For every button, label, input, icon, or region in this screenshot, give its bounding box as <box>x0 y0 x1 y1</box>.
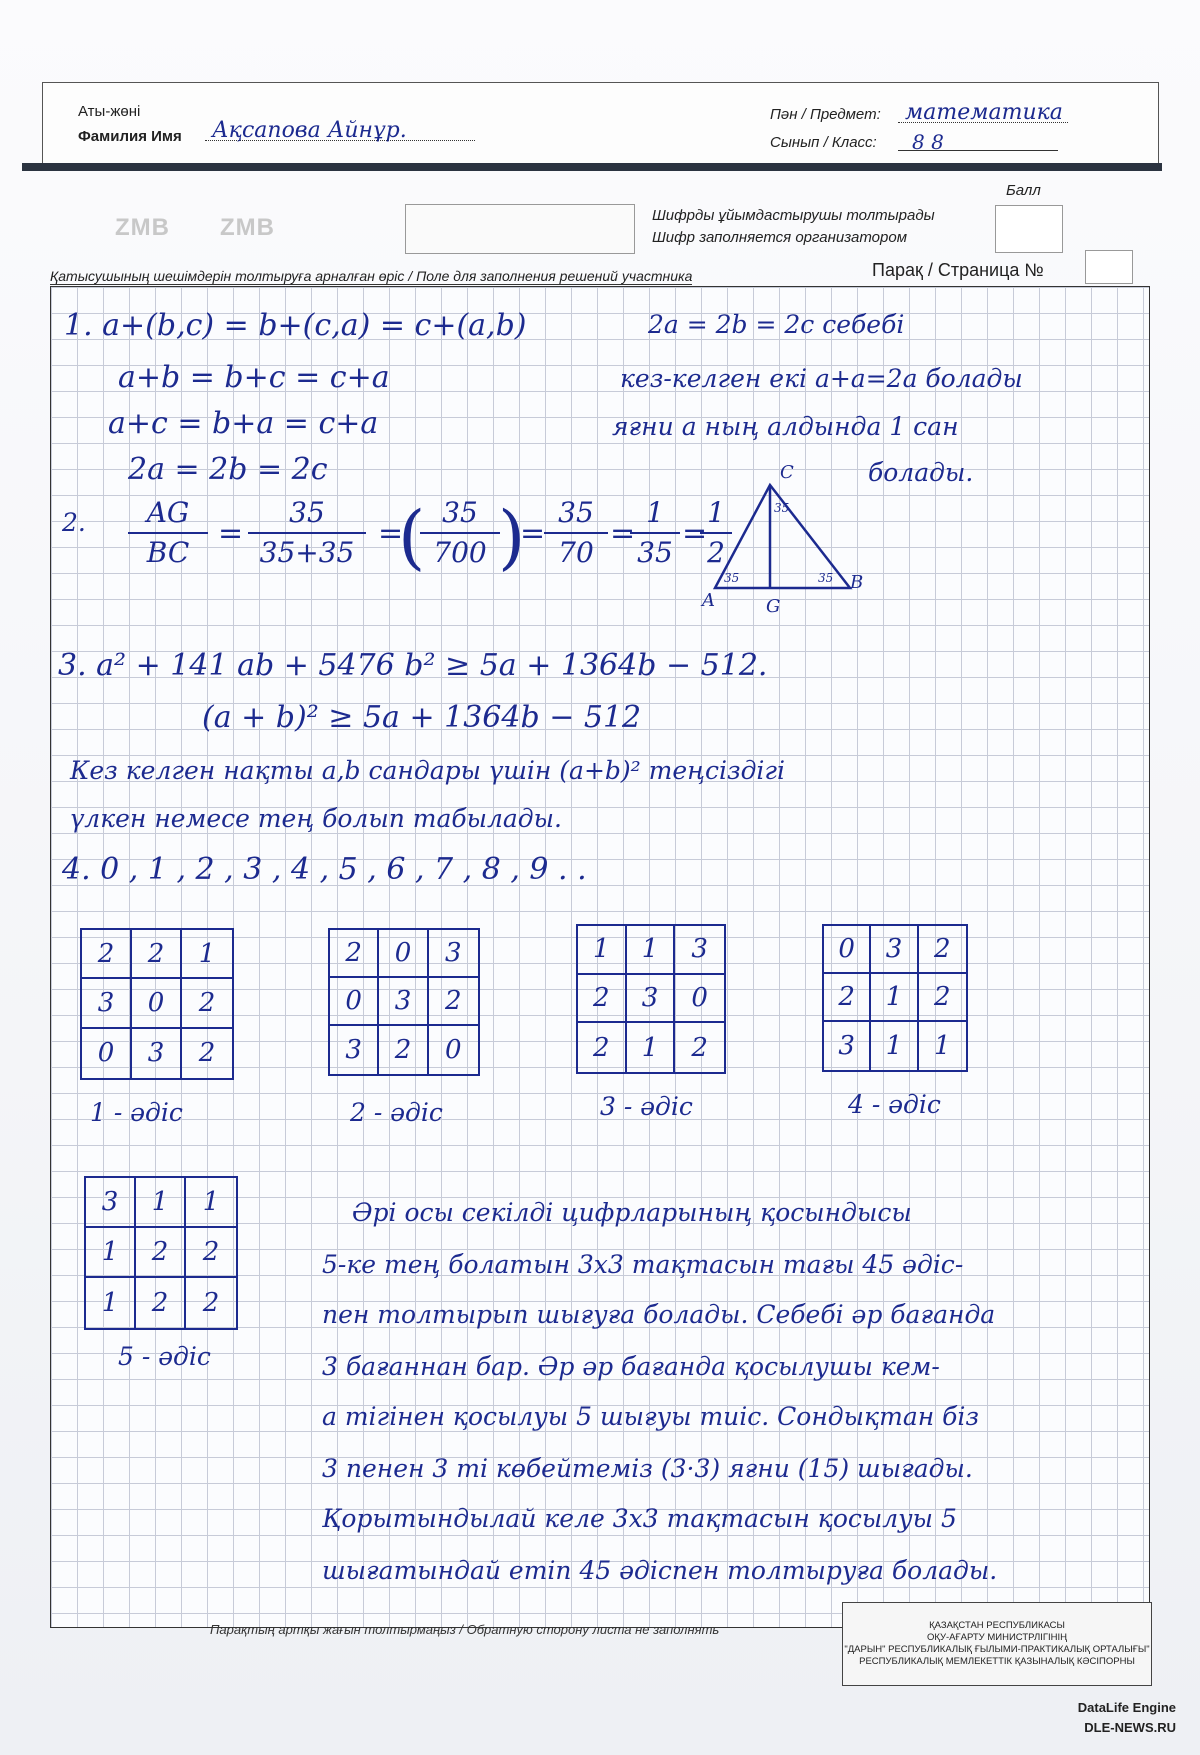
grid-cell: 2 <box>691 1032 708 1063</box>
grid-cell: 1 <box>934 1031 951 1061</box>
grid-method-3 <box>576 924 726 1074</box>
p2-f6-num: 1 <box>707 496 725 529</box>
grid-cell: 0 <box>445 1035 462 1065</box>
grid-caption-2: 2 - әдіс <box>350 1098 443 1127</box>
p2-f4-num: 35 <box>558 496 594 529</box>
para-line-3: пен толтырып шығуға болады. Себебі әр бағанда <box>322 1300 996 1329</box>
grid-cell: 0 <box>82 1029 132 1078</box>
class-value: 8 8 <box>912 130 944 154</box>
grid-cell: 1 <box>136 1178 186 1228</box>
grid-cell: 3 <box>86 1178 136 1228</box>
grid-cell: 1 <box>86 1278 136 1328</box>
grid-cell: 2 <box>578 975 627 1024</box>
grid-cell: 2 <box>429 978 478 1026</box>
grid-method-4 <box>822 924 968 1072</box>
grid-cell: 3 <box>379 978 428 1026</box>
point-g: G <box>766 596 781 617</box>
p1-line2: a+b = b+c = c+a <box>118 360 390 395</box>
p2-eq-4: = <box>610 516 636 551</box>
grid-cell: 0 <box>824 926 871 974</box>
page-label: Парақ / Страница № <box>872 260 1044 280</box>
grid-caption-5: 5 - әдіс <box>118 1342 211 1371</box>
para-line-5: а тігінен қосылуы 5 шығуы тиіс. Сондықтан біз <box>322 1402 980 1431</box>
grid-cell: 2 <box>136 1228 186 1278</box>
grid-cell: 2 <box>186 1228 236 1278</box>
cipher-note-ru: Шифр заполняется организатором <box>652 229 907 246</box>
p2-f5-num: 1 <box>646 496 664 529</box>
grid-cell: 3 <box>82 979 132 1028</box>
cipher-box <box>405 204 635 254</box>
p2-fraction-1 <box>128 494 208 572</box>
grid-cell: 2 <box>136 1278 186 1328</box>
grid-cell: 2 <box>330 930 379 978</box>
grid-caption-3: 3 - әдіс <box>600 1092 693 1121</box>
stamp-line-3: "ДАРЫН" РЕСПУБЛИКАЛЫҚ ҒЫЛЫМИ-ПРАКТИКАЛЫҚ ОРТАЛЫҒЫ" <box>844 1644 1150 1655</box>
grid-cell: 3 <box>871 926 918 974</box>
p2-paren-right: ) <box>498 496 526 578</box>
grid-cell: 1 <box>871 974 918 1022</box>
p2-f5-den: 35 <box>637 536 673 569</box>
name-label-ru: Фамилия Имя <box>78 128 182 145</box>
p1-right1: 2a = 2b = 2c себебі <box>648 310 905 339</box>
p2-fraction-3 <box>420 494 500 572</box>
grid-cell: 3 <box>675 926 724 975</box>
p3-line4: үлкен немесе тең болып табылады. <box>70 804 562 833</box>
grid-cell: 2 <box>919 926 966 974</box>
score-label: Балл <box>1006 182 1041 199</box>
grid-cell: 1 <box>627 1023 676 1072</box>
p2-eq-5: = <box>682 516 708 551</box>
grid-method-5 <box>84 1176 238 1330</box>
para-line-2: 5-ке тең болатын 3x3 тақтасын тағы 45 әдіс- <box>322 1250 964 1279</box>
p1-line4: 2a = 2b = 2c <box>128 452 328 487</box>
p3-line1: 3. a² + 141 ab + 5476 b² ≥ 5a + 1364b − 512. <box>58 648 768 683</box>
grid-cell: 3 <box>429 930 478 978</box>
field-label: Қатысушының шешімдерін толтыруға арналған өріс / Поле для заполнения решений участника <box>50 268 693 284</box>
watermark-line-1: DataLife Engine <box>1077 1700 1176 1715</box>
grid-cell: 2 <box>202 1288 220 1318</box>
vertex-c: C <box>780 462 794 483</box>
p2-f6-den: 2 <box>707 536 725 569</box>
grid-cell: 1 <box>578 926 627 975</box>
para-line-7: Қорытындылай келе 3x3 тақтасын қосылуы 5 <box>322 1504 957 1533</box>
para-line-4: 3 бағаннан бар. Әр әр бағанда қосылушы кем- <box>322 1352 940 1381</box>
header-divider <box>22 163 1162 171</box>
grid-cell: 1 <box>182 930 232 979</box>
triangle-diagram <box>700 460 880 620</box>
ministry-stamp <box>842 1602 1152 1686</box>
grid-caption-1: 1 - әдіс <box>90 1098 183 1127</box>
p2-number: 2. <box>62 508 86 537</box>
vertex-b: B <box>850 572 864 593</box>
grid-cell: 2 <box>82 930 132 979</box>
grid-cell: 0 <box>675 975 724 1024</box>
grid-cell: 0 <box>330 978 379 1026</box>
p2-paren-left: ( <box>398 496 426 578</box>
name-value: Ақсапова Айнұр. <box>212 118 407 143</box>
grid-cell: 2 <box>132 930 182 979</box>
subject-value: математика <box>905 100 1063 125</box>
p2-fraction-5 <box>630 494 680 572</box>
watermark-line-2: DLE-NEWS.RU <box>1084 1720 1176 1735</box>
angle-b-label: 35 <box>818 571 834 585</box>
zmb-mark-2: ZMB <box>220 214 275 241</box>
vertex-a: A <box>702 590 715 611</box>
name-label-kz: Аты-жөні <box>78 103 141 120</box>
grid-method-1 <box>80 928 234 1080</box>
cipher-note-kz: Шифрды ұйымдастырушы толтырады <box>652 207 935 224</box>
grid-cell: 2 <box>919 974 966 1022</box>
p2-fraction-2 <box>248 494 366 572</box>
grid-cell: 3 <box>824 1022 871 1070</box>
grid-cell: 2 <box>198 1038 216 1069</box>
angle-a-label: 35 <box>724 571 740 585</box>
grid-cell: 3 <box>627 975 676 1024</box>
score-box <box>995 205 1063 253</box>
class-label: Сынып / Класс: <box>770 134 877 151</box>
p2-fraction-4 <box>544 494 608 572</box>
p1-right4: болады. <box>868 458 974 487</box>
grid-cell: 3 <box>132 1029 182 1078</box>
footer-note: Парақтың артқы жағын толтырмаңыз / Обратную сторону листа не заполнять <box>210 1622 720 1637</box>
p2-eq-1: = <box>218 516 244 551</box>
grid-cell: 0 <box>379 930 428 978</box>
grid-cell: 3 <box>330 1026 379 1074</box>
p2-eq-3: = <box>520 516 546 551</box>
p2-eq-2: = <box>378 516 404 551</box>
grid-method-2 <box>328 928 480 1076</box>
p3-line3: Кез келген нақты a,b сандары үшін (a+b)² теңсіздігі <box>70 756 786 785</box>
para-line-6: 3 пенен 3 ті көбейтеміз (3·3) яғни (15) шығады. <box>322 1454 973 1483</box>
page-number-box <box>1085 250 1133 284</box>
p1-line3: a+c = b+a = c+a <box>108 406 379 441</box>
angle-c-label: 35 <box>774 501 790 515</box>
p1-right2: кез-келген екі a+a=2a болады <box>620 364 1023 393</box>
grid-cell: 1 <box>186 1178 236 1228</box>
zmb-mark-1: ZMB <box>115 214 170 241</box>
grid-cell: 2 <box>824 974 871 1022</box>
grid-cell: 1 <box>627 926 676 975</box>
stamp-line-4: РЕСПУБЛИКАЛЫҚ МЕМЛЕКЕТТІК ҚАЗЫНАЛЫҚ КӘСІПОРНЫ <box>859 1656 1135 1667</box>
p2-f3-den: 700 <box>433 536 487 569</box>
p3-line2: (a + b)² ≥ 5a + 1364b − 512 <box>202 700 642 735</box>
grid-cell: 2 <box>379 1026 428 1074</box>
grid-cell: 2 <box>182 979 232 1028</box>
p1-right3: яғни a ның алдында 1 сан <box>612 412 959 441</box>
grid-cell: 2 <box>578 1023 627 1072</box>
p2-f1-den: BC <box>146 536 190 569</box>
p4-line1: 4. 0 , 1 , 2 , 3 , 4 , 5 , 6 , 7 , 8 , 9 . . <box>62 852 587 887</box>
grid-cell: 1 <box>871 1022 918 1070</box>
p2-f3-num: 35 <box>442 496 478 529</box>
para-line-8: шығатындай етіп 45 әдіспен толтыруға болады. <box>322 1556 998 1585</box>
grid-cell: 1 <box>86 1228 136 1278</box>
stamp-line-2: ОҚУ-АҒАРТУ МИНИСТРЛІГІНІҢ <box>927 1632 1067 1643</box>
subject-label: Пән / Предмет: <box>770 106 881 123</box>
p1-line1: 1. a+(b,c) = b+(c,a) = c+(a,b) <box>64 308 527 343</box>
stamp-line-1: ҚАЗАҚСТАН РЕСПУБЛИКАСЫ <box>929 1620 1065 1631</box>
p2-f2-den: 35+35 <box>259 536 355 569</box>
p2-f4-den: 70 <box>558 536 594 569</box>
grid-cell: 0 <box>132 979 182 1028</box>
p2-f2-num: 35 <box>289 496 325 529</box>
para-line-1: Әрі осы секілді цифрларының қосындысы <box>352 1198 912 1227</box>
p2-f1-num: AG <box>146 496 190 529</box>
grid-caption-4: 4 - әдіс <box>848 1090 941 1119</box>
